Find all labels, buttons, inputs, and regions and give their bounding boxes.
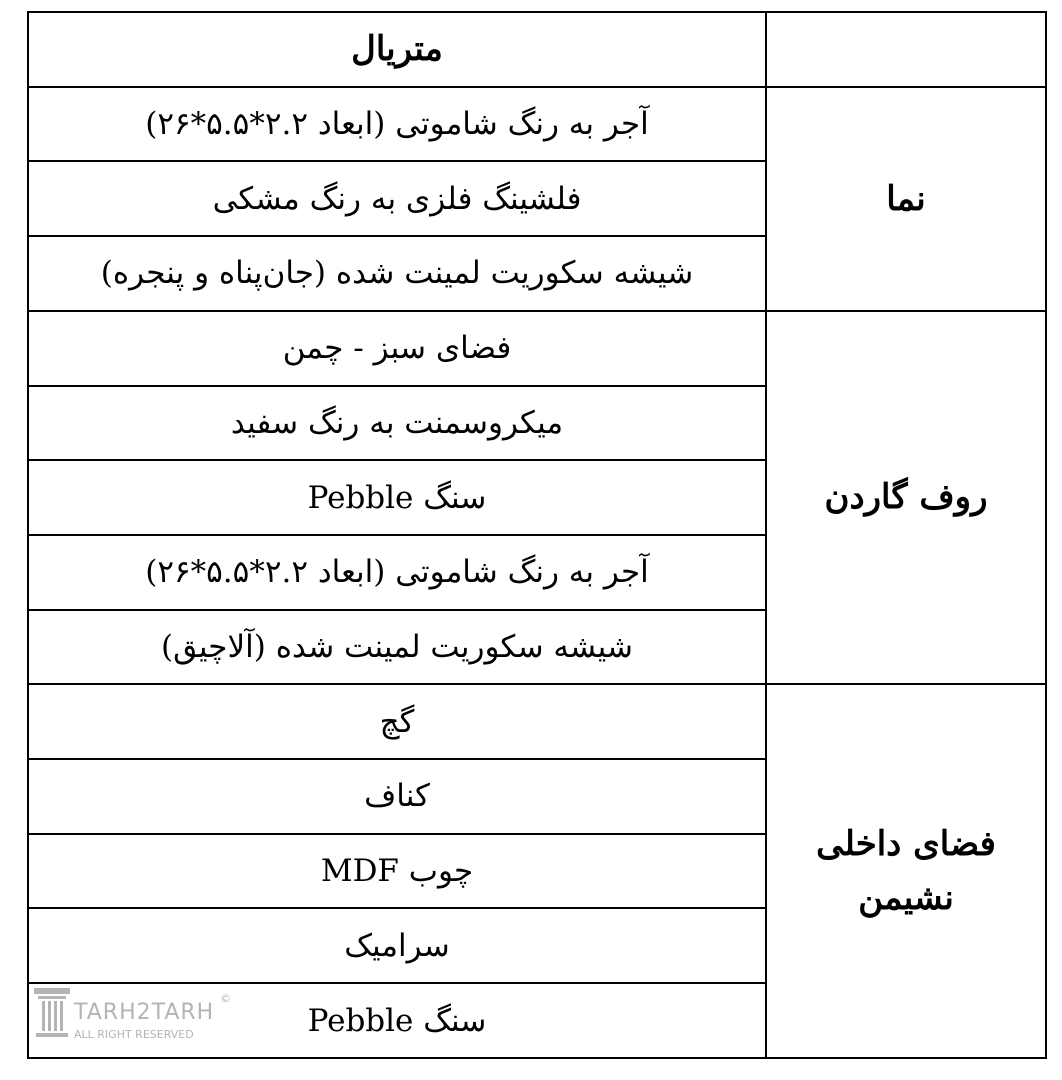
category-label-line2: نشیمن [858, 878, 954, 919]
material-cell: آجر به رنگ شاموتی (ابعاد ۲.۲*۵.۵*۲۶) [28, 87, 766, 162]
material-cell: شیشه سکوریت لمینت شده (آلاچیق) [28, 610, 766, 685]
category-cell-interior-living [766, 684, 1046, 1058]
material-header-cell: متریال [28, 12, 766, 87]
table-header-row [28, 12, 1046, 87]
materials-table [27, 11, 1047, 1059]
material-cell: سرامیک [28, 908, 766, 983]
material-cell: آجر به رنگ شاموتی (ابعاد ۲.۲*۵.۵*۲۶) [28, 535, 766, 610]
table-row [28, 311, 1046, 386]
material-cell: کناف [28, 759, 766, 834]
watermark-logo [34, 984, 234, 1050]
material-cell: سنگ Pebble [28, 983, 766, 1058]
watermark-name: TARH2TARH [74, 1000, 215, 1025]
column-logo-icon [34, 988, 70, 1040]
category-header-cell [766, 12, 1046, 87]
category-cell-facade: نما [766, 87, 1046, 311]
material-cell: سنگ Pebble [28, 460, 766, 535]
material-cell: شیشه سکوریت لمینت شده (جان‌پناه و پنجره) [28, 236, 766, 311]
table-row [28, 87, 1046, 162]
watermark-tagline: ALL RIGHT RESERVED [74, 1028, 194, 1041]
material-cell: فضای سبز - چمن [28, 311, 766, 386]
material-cell: فلشینگ فلزی به رنگ مشکی [28, 161, 766, 236]
material-cell: میکروسمنت به رنگ سفید [28, 386, 766, 461]
copyright-symbol: © [220, 992, 231, 1005]
category-cell-roof-garden: روف گاردن [766, 311, 1046, 685]
material-cell: گچ [28, 684, 766, 759]
table-row [28, 684, 1046, 759]
material-cell: چوب MDF [28, 834, 766, 909]
category-label-line1: فضای داخلی [816, 823, 996, 864]
